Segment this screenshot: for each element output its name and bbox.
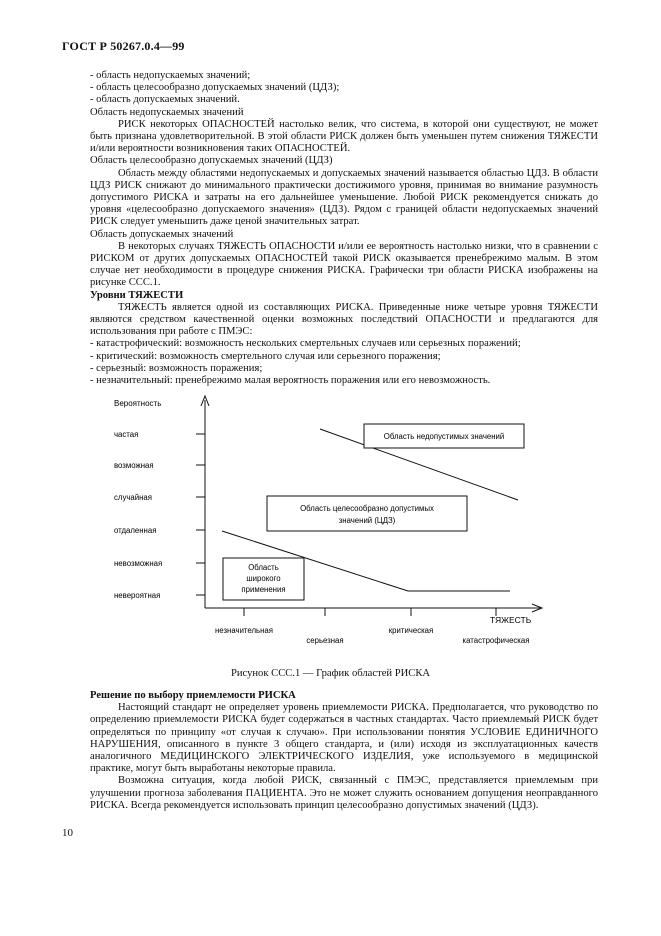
list-item: - область целесообразно допускаемых значений (ЦДЗ); <box>90 82 340 94</box>
paragraph-decision-2: Возможна ситуация, когда любой РИСК, связанный с ПМЭС, представляется приемлемым при улучшении прогноза заболевания ПАЦИЕНТА. Это не может служить основанием допущения неоправданного РИСКА. Всегда рекомендуется использовать принцип целесообразно допустимых значений (ЦДЗ). <box>90 775 598 811</box>
section-title-alarp: Область целесообразно допускаемых значений (ЦДЗ) <box>90 155 333 167</box>
list-item: - серьезный: возможность поражения; <box>90 362 263 374</box>
section-title-accept: Область допускаемых значений <box>90 228 234 240</box>
x-tick-label: катастрофическая <box>462 636 530 645</box>
region-broad-label: применения <box>241 585 286 594</box>
paragraph-alarp: Область между областями недопускаемых и допускаемых значений называется областью ЦДЗ. В области ЦДЗ РИСК снижают до минимального практически достижимого уровня, принимая во внимание разумность допустимого РИСКА и затраты на его дальнейшее уменьшение. Любой РИСК рекомендуется снижать до уровня «целесообразно допускаемого значения» (ЦДЗ). Рядом с границей области недопускаемых значений РИСК следует уменьшить даже ценой значительных затрат. <box>90 167 598 228</box>
region-broad-label: широкого <box>246 574 281 583</box>
list-item: - область допускаемых значений. <box>90 94 240 106</box>
risk-regions-chart <box>108 390 548 660</box>
list-item: - область недопускаемых значений; <box>90 70 251 81</box>
paragraph-accept: В некоторых случаях ТЯЖЕСТЬ ОПАСНОСТИ и/или ее вероятность настолько низки, что в сравнении с РИСКОМ от других допускаемых ОПАСНОСТЕЙ такой РИСК оказывается пренебрежимо малым. В этом случае нет необходимости в процедуре снижения РИСКА. Графически три области РИСКА изображены на рисунке ССС.1. <box>90 240 598 289</box>
x-axis-title: ТЯЖЕСТЬ <box>490 615 532 625</box>
region-alarp-label: Область целесообразно допустимых <box>300 504 434 513</box>
section-title-severity: Уровни ТЯЖЕСТИ <box>90 289 184 301</box>
upper-text <box>90 70 598 387</box>
section-title-undesired: Область недопускаемых значений <box>90 106 244 118</box>
x-tick-label: серьезная <box>306 636 344 645</box>
region-alarp-box <box>267 496 467 531</box>
list-item: - незначительный: пренебрежимо малая вероятность поражения или его невозможность. <box>90 375 491 387</box>
y-tick-label: невозможная <box>114 559 163 568</box>
y-axis-title: Вероятность <box>114 399 162 408</box>
region-undesired-label: Область недопустимых значений <box>383 432 505 441</box>
x-tick-label: незначительная <box>215 626 273 635</box>
y-ticks <box>114 430 205 600</box>
region-alarp-label: значений (ЦДЗ) <box>338 516 396 525</box>
paragraph-severity: ТЯЖЕСТЬ является одной из составляющих РИСКА. Приведенные ниже четыре уровня ТЯЖЕСТИ являются средством качественной оценки возможных последствий ОПАСНОСТИ и предлагаются для использования при работе с ПМЭС: <box>90 301 598 338</box>
x-tick-label: критическая <box>388 626 434 635</box>
lower-text <box>90 690 598 812</box>
list-item: - критический: возможность смертельного случая или серьезного поражения; <box>90 350 441 362</box>
y-tick-label: частая <box>114 430 139 439</box>
section-title-decision: Решение по выбору приемлемости РИСКА <box>90 690 296 701</box>
paragraph-undesired: РИСК некоторых ОПАСНОСТЕЙ настолько велик, что система, в которой они существуют, не может быть признана удовлетворительной. В этой области РИСК должен быть уменьшен путем снижения ТЯЖЕСТИ и/или вероятности возникновения таких ОПАСНОСТЕЙ. <box>90 118 598 155</box>
region-broad-label: Область <box>248 563 279 572</box>
y-tick-label: невероятная <box>114 591 161 600</box>
figure-caption: Рисунок ССС.1 — График областей РИСКА <box>230 668 431 679</box>
y-tick-label: возможная <box>114 461 154 470</box>
list-item: - катастрофический: возможность нескольких смертельных случаев или серьезных поражений; <box>90 338 521 350</box>
standard-header: ГОСТ Р 50267.0.4—99 <box>62 39 185 53</box>
y-tick-label: отдаленная <box>114 526 157 535</box>
page-number: 10 <box>62 827 73 839</box>
paragraph-decision-1: Настоящий стандарт не определяет уровень приемлемости РИСКА. Предполагается, что руководство по определению приемлемости РИСКА будет содержаться в частных стандартах. Часто приемлемый РИСК будет определяться по принципу «от случая к случаю». При использовании понятия УСЛОВИЕ ЕДИНИЧНОГО НАРУШЕНИЯ, описанного в пункте 3 общего стандарта, и (или) исходя из эксплуатационных качеств аналогичного МЕДИЦИНСКОГО ЭЛЕКТРИЧЕСКОГО ИЗДЕЛИЯ, уже используемого в медицинской практике, могут быть выработаны некоторые правила. <box>90 702 598 775</box>
y-tick-label: случайная <box>114 493 152 502</box>
x-ticks <box>215 608 529 645</box>
